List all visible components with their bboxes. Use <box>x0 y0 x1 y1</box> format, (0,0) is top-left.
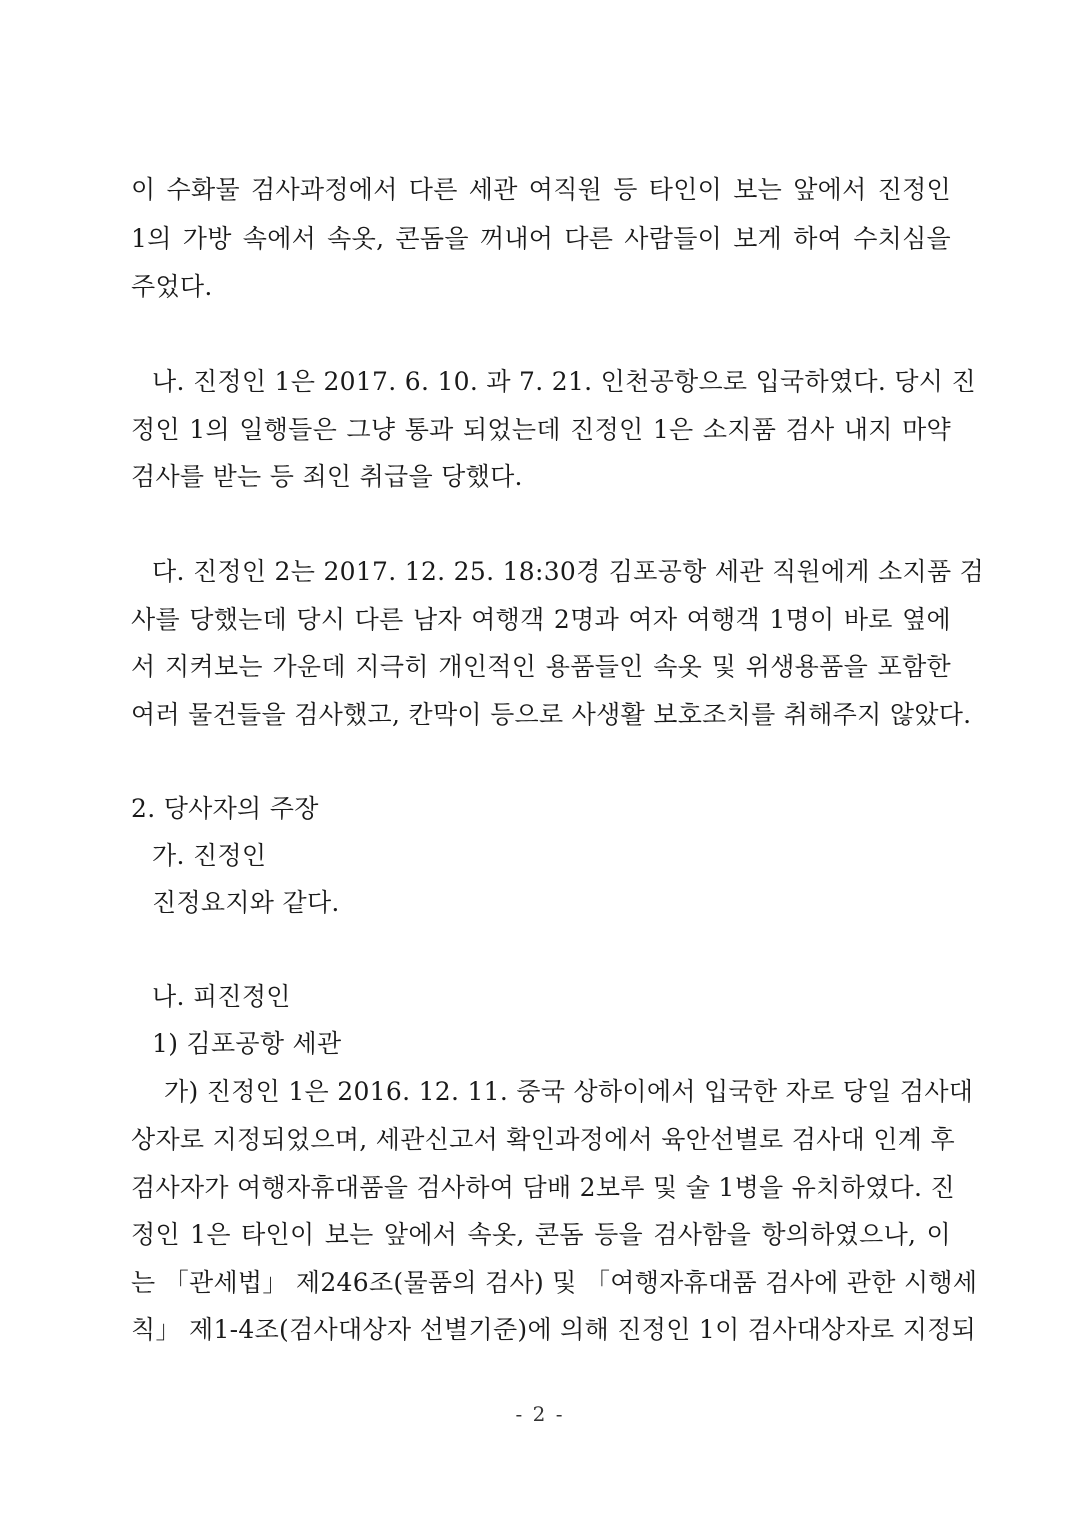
paragraph-ga-line: 가) 진정인 1은 2016. 12. 11. 중국 상하이에서 입국한 자로 당일 검사대 <box>164 1077 974 1106</box>
text-line: 검사자가 여행자휴대품을 검사하여 담배 2보루 및 술 1병을 유치하였다. 진 <box>131 1173 955 1202</box>
section-heading: 2. 당사자의 주장 <box>131 794 319 823</box>
text-line: 서 지켜보는 가운데 지극히 개인적인 용품들인 속옷 및 위생용품을 포함한 <box>131 652 951 681</box>
text-line: 여러 물건들을 검사했고, 칸막이 등으로 사생활 보호조치를 취해주지 않았다. <box>131 700 972 729</box>
subsection-heading: 나. 피진정인 <box>152 982 291 1011</box>
text-line: 진정요지와 같다. <box>152 888 340 917</box>
text-line: 검사를 받는 등 죄인 취급을 당했다. <box>131 462 523 491</box>
text-line: 주었다. <box>131 272 213 301</box>
text-line: 정인 1은 타인이 보는 앞에서 속옷, 콘돔 등을 검사함을 항의하였으나, 이 <box>131 1220 951 1249</box>
paragraph-da-line: 다. 진정인 2는 2017. 12. 25. 18:30경 김포공항 세관 직원에게 소지품 검 <box>152 557 985 586</box>
text-line: 1의 가방 속에서 속옷, 콘돔을 꺼내어 다른 사람들이 보게 하여 수치심을 <box>131 224 951 253</box>
text-line: 는 「관세법」 제246조(물품의 검사) 및 「여행자휴대품 검사에 관한 시행세 <box>131 1268 978 1297</box>
page-number: - 2 - <box>515 1402 565 1426</box>
text-line: 상자로 지정되었으며, 세관신고서 확인과정에서 육안선별로 검사대 인계 후 <box>131 1125 955 1154</box>
paragraph-na-line: 나. 진정인 1은 2017. 6. 10. 과 7. 21. 인천공항으로 입국하였다. 당시 진 <box>152 367 976 396</box>
item-heading: 1) 김포공항 세관 <box>152 1029 342 1058</box>
text-line: 사를 당했는데 당시 다른 남자 여행객 2명과 여자 여행객 1명이 바로 옆에 <box>131 605 951 634</box>
text-line: 칙」 제1-4조(검사대상자 선별기준)에 의해 진정인 1이 검사대상자로 지정되 <box>131 1315 977 1344</box>
text-line: 정인 1의 일행들은 그냥 통과 되었는데 진정인 1은 소지품 검사 내지 마약 <box>131 415 951 444</box>
subsection-heading: 가. 진정인 <box>152 841 267 870</box>
text-line: 이 수화물 검사과정에서 다른 세관 여직원 등 타인이 보는 앞에서 진정인 <box>131 175 951 204</box>
